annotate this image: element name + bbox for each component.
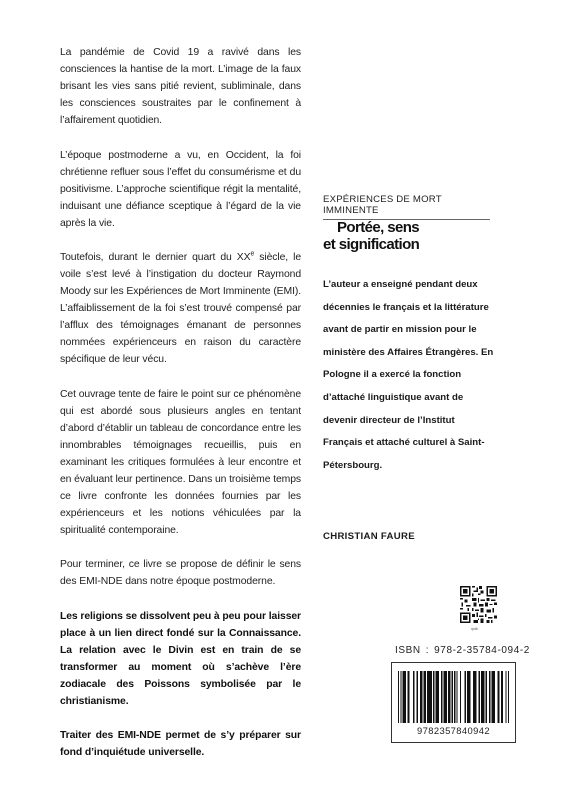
barcode-bar	[427, 671, 428, 723]
isbn-separator: :	[425, 645, 430, 656]
barcode-bar	[474, 671, 475, 723]
barcode-bar	[475, 671, 476, 723]
barcode-bar	[468, 671, 469, 723]
barcode-bar	[486, 671, 487, 723]
barcode-bar	[407, 671, 408, 723]
summary-paragraph-2: L’époque postmoderne a vu, en Occident, la foi chrétienne refluer sous l’effet du consumérisme et du positivisme. L’approche scientifique régit la mentalité, induisant une défiance sceptique à l’égard de la vie après la vie.	[60, 149, 301, 229]
barcode-bar	[456, 671, 457, 723]
book-title-line-2: et signification	[323, 236, 420, 253]
summary-paragraph-5: Pour terminer, ce livre se propose de définir le sens des EMI-NDE dans notre époque postmoderne.	[60, 559, 301, 587]
barcode-number: 9782357840942	[417, 725, 490, 736]
barcode-bar	[421, 671, 422, 723]
barcode-bar	[498, 671, 499, 723]
barcode-bar	[449, 671, 450, 723]
barcode-bar	[409, 671, 410, 723]
barcode-bar	[444, 671, 445, 723]
barcode-bar	[431, 671, 432, 723]
isbn-label: ISBN	[395, 645, 421, 656]
barcode-bar	[400, 671, 401, 723]
barcode-bar	[424, 671, 425, 723]
qr-caption: qrdb	[471, 627, 479, 631]
qr-code	[460, 586, 497, 623]
barcode-bar	[481, 671, 482, 723]
barcode-bar	[505, 671, 506, 723]
barcode-bar	[494, 671, 495, 723]
barcode-bar	[465, 671, 466, 723]
summary-paragraph-1: La pandémie de Covid 19 a ravivé dans les consciences la hantise de la mort. L’image de la faux brisant les vies sans pitié revient, subliminale, dans les consciences soustraites par le confinement à l’affairement quotidien.	[60, 47, 301, 126]
barcode-bar	[467, 671, 468, 723]
summary-paragraph-6: Les religions se dissolvent peu à peu pour laisser place à un lien direct fondé sur la Connaissance. La relation avec le Divin est en train de se transformer au moment où s’achève l’ère zodiacale des Poissons symbolisée par le christianisme.	[60, 610, 301, 707]
author-bio: L’auteur a enseigné pendant deux décennies le français et la littérature avant de partir en mission pour le ministère des Affaires Étrangères. En Pologne il a exercé la fonction d’attaché linguistique avant de devenir directeur de l’Institut Français et attaché culturel à Saint-Pétersbourg.	[323, 279, 494, 471]
summary-paragraph-4: Cet ouvrage tente de faire le point sur ce phénomène qui est abordé sous plusieurs angles en tentant d’abord d’établir un tableau de concordance entre les innombrables témoignages recueillis, puis en examinant les critiques formulées à leur encontre et en évaluant leur pertinence. Dans un troisième temps ce livre confronte les données fournies par les expérienceurs et les notions véhiculées par la spiritualité contemporaine.	[60, 388, 301, 536]
century-superscript: e	[250, 250, 255, 258]
barcode-bar	[420, 671, 421, 723]
barcode-bar	[493, 671, 494, 723]
barcode-bar	[433, 671, 434, 723]
book-title	[323, 219, 493, 253]
barcode-bar	[469, 671, 470, 723]
barcode-bar	[452, 671, 453, 723]
summary-paragraph-3	[60, 249, 301, 368]
summary-paragraph-7: Traiter des EMI-NDE permet de s’y préparer sur fond d’inquiétude universelle.	[60, 730, 301, 758]
barcode-bar	[473, 671, 474, 723]
barcode-bar	[413, 671, 414, 723]
barcode-bar	[501, 671, 502, 723]
author-name: CHRISTIAN FAURE	[323, 531, 415, 542]
barcode-bar	[479, 671, 480, 723]
barcode-bar	[460, 671, 461, 723]
barcode-bar	[398, 671, 399, 723]
barcode-bar	[448, 671, 449, 723]
p3-text-end: siècle, le voile s’est levé à l’instigation du docteur Raymond Moody sur les Expériences de Mort Imminente (EMI). L’affaiblissement de la foi s’est trouvé compensé par l’afflux des témoignages émanant de personnes nommées expérienceurs en raison du caractère spécifique de leur vécu.	[60, 252, 301, 365]
barcode-bar	[417, 671, 418, 723]
isbn-line	[395, 645, 530, 656]
isbn-value: 978-2-35784-094-2	[434, 645, 530, 656]
barcode-bar	[403, 671, 404, 723]
barcode-bar	[405, 671, 406, 723]
barcode-bar	[441, 671, 442, 723]
barcode-bar	[404, 671, 405, 723]
series-title: EXPÉRIENCES DE MORT IMMINENTE	[323, 194, 490, 220]
barcode-bar	[425, 671, 426, 723]
barcode-bar	[437, 671, 438, 723]
barcode-bar	[497, 671, 498, 723]
barcode-bar	[430, 671, 431, 723]
barcode-bar	[438, 671, 439, 723]
barcode-bar	[483, 671, 484, 723]
barcode-bar	[489, 671, 490, 723]
barcode-bars	[398, 671, 509, 723]
barcode-bar	[491, 671, 492, 723]
barcode-bar	[502, 671, 503, 723]
barcode-bar	[428, 671, 429, 723]
barcode-bar	[454, 671, 455, 723]
barcode	[391, 662, 516, 743]
barcode-bar	[508, 671, 509, 723]
barcode-bar	[435, 671, 436, 723]
barcode-bar	[446, 671, 447, 723]
p3-text-start: Toutefois, durant le dernier quart du XX	[60, 252, 251, 263]
book-title-line-1: Portée, sens	[337, 219, 420, 236]
barcode-bar	[482, 671, 483, 723]
barcode-bar	[445, 671, 446, 723]
summary-column	[60, 44, 301, 779]
